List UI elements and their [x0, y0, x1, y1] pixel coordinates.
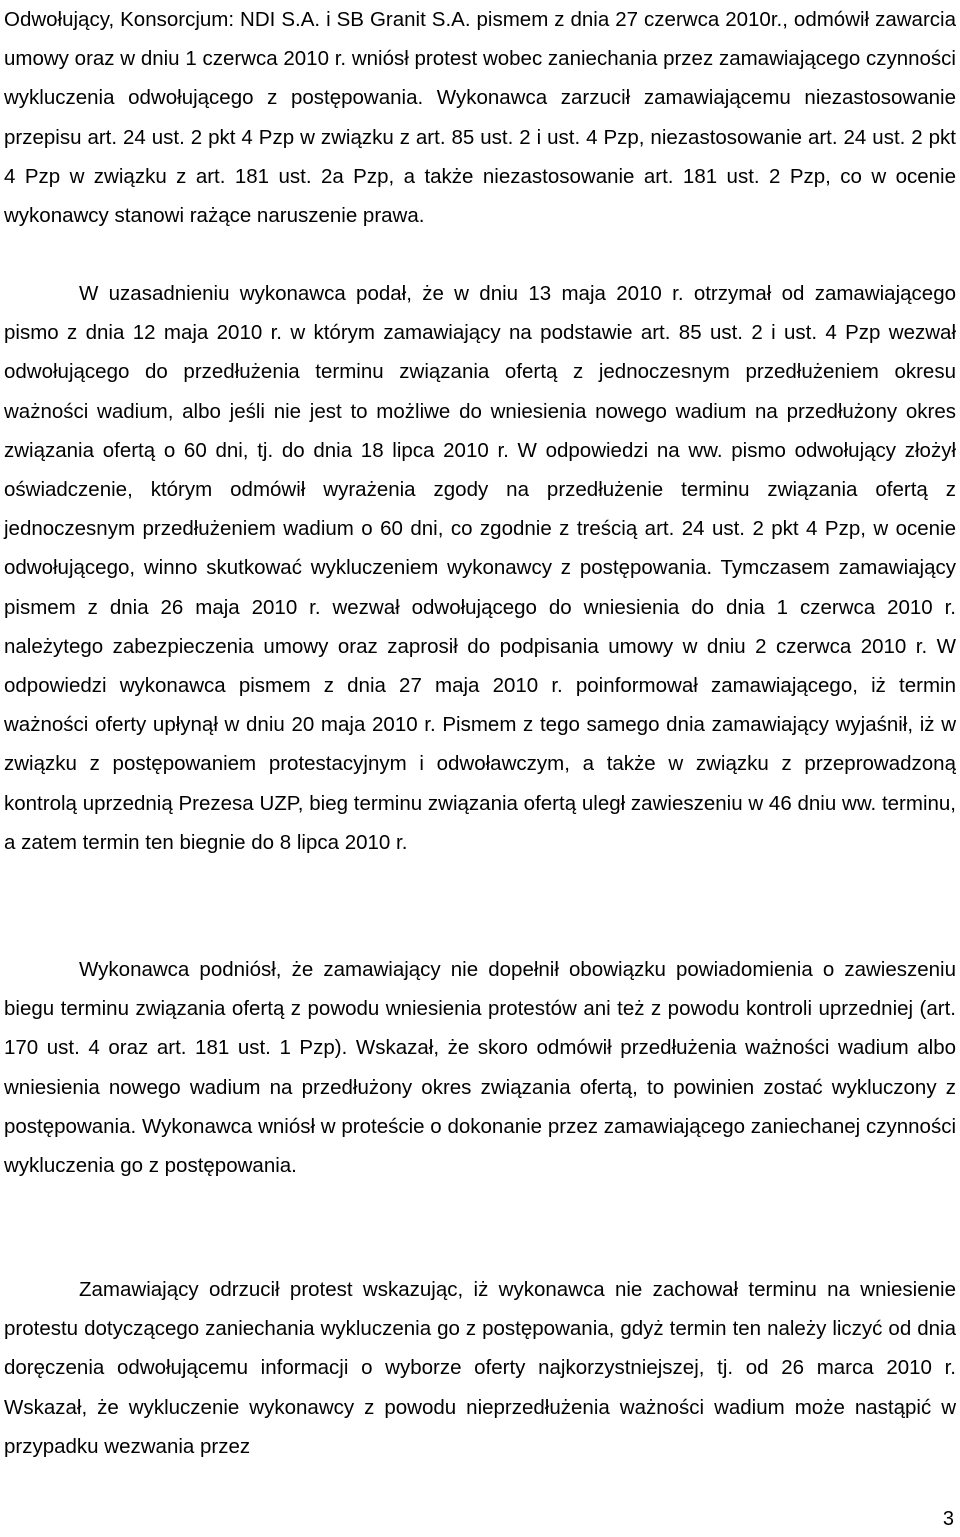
page-number: 3 [942, 1508, 954, 1530]
document-page [4, 0, 956, 1537]
paragraph-contracting-authority-response: Zamawiający odrzucił protest wskazując, iż wykonawca nie zachował terminu na wniesienie protestu dotyczącego zaniechania wykluczenia go z postępowania, gdyż termin ten należy liczyć od dnia doręczenia odwołującemu informacji o wyborze oferty najkorzystniejszej, tj. od 26 marca 2010 r. Wskazał, że wykluczenie wykonawcy z powodu nieprzedłużenia ważności wadium może nastąpić w przypadku wezwania przez [4, 1278, 956, 1458]
paragraph-justification: W uzasadnieniu wykonawca podał, że w dniu 13 maja 2010 r. otrzymał od zamawiającego pismo z dnia 12 maja 2010 r. w którym zamawiający na podstawie art. 85 ust. 2 i ust. 4 Pzp wezwał odwołującego do przedłużenia terminu związania ofertą z jednoczesnym przedłużeniem okresu ważności wadium, albo jeśli nie jest to możliwe do wniesienia nowego wadium na przedłużony okres związania ofertą o 60 dni, tj. do dnia 18 lipca 2010 r. W odpowiedzi na ww. pismo odwołujący złożył oświadczenie, którym odmówił wyrażenia zgody na przedłużenie terminu związania ofertą z jednoczesnym przedłużeniem wadium o 60 dni, co zgodnie z treścią art. 24 ust. 2 pkt 4 Pzp, w ocenie odwołującego, winno skutkować wykluczeniem wykonawcy z postępowania. Tymczasem zamawiający pismem z dnia 26 maja 2010 r. wezwał odwołującego do wniesienia do dnia 1 czerwca 2010 r. należytego zabezpieczenia umowy oraz zaprosił do podpisania umowy w dniu 2 czerwca 2010 r. W odpowiedzi wykonawca pismem z dnia 27 maja 2010 r. poinformował zamawiającego, iż termin ważności oferty upłynął w dniu 20 maja 2010 r. Pismem z tego samego dnia zamawiający wyjaśnił, iż w związku z postępowaniem protestacyjnym i odwoławczym, a także w związku z przeprowadzoną kontrolą uprzednią Prezesa UZP, bieg terminu związania ofertą uległ zawieszeniu w 46 dniu ww. terminu, a zatem termin ten biegnie do 8 lipca 2010 r. [4, 282, 956, 854]
paragraph-contractor-argument: Wykonawca podniósł, że zamawiający nie dopełnił obowiązku powiadomienia o zawieszeniu biegu terminu związania ofertą z powodu wniesienia protestów ani też z powodu kontroli uprzedniej (art. 170 ust. 4 oraz art. 181 ust. 1 Pzp). Wskazał, że skoro odmówił przedłużenia ważności wadium albo wniesienia nowego wadium na przedłużony okres związania ofertą, to powinien zostać wykluczony z postępowania. Wykonawca wniósł w proteście o dokonanie przez zamawiającego zaniechanej czynności wykluczenia go z postępowania. [4, 958, 956, 1178]
paragraph-protest-summary: Odwołujący, Konsorcjum: NDI S.A. i SB Granit S.A. pismem z dnia 27 czerwca 2010r., odmówił zawarcia umowy oraz w dniu 1 czerwca 2010 r. wniósł protest wobec zaniechania przez zamawiającego czynności wykluczenia odwołującego z postępowania. Wykonawca zarzucił zamawiającemu niezastosowanie przepisu art. 24 ust. 2 pkt 4 Pzp w związku z art. 85 ust. 2 i ust. 4 Pzp, niezastosowanie art. 24 ust. 2 pkt 4 Pzp w związku z art. 181 ust. 2a Pzp, a także niezastosowanie art. 181 ust. 2 Pzp, co w ocenie wykonawcy stanowi rażące naruszenie prawa. [4, 8, 956, 228]
